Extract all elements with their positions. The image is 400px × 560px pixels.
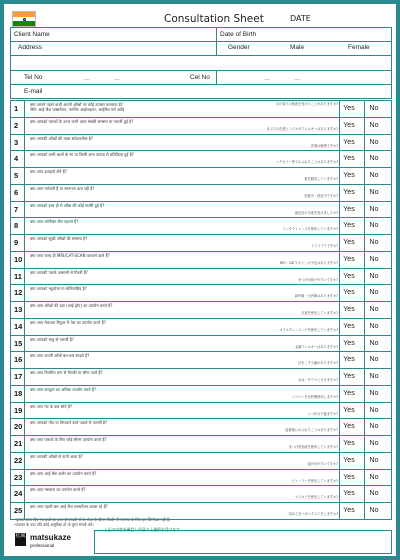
question-text-japanese: ドライアイですか?: [311, 244, 338, 248]
question-text-japanese: パソコンを長時間使用しますか?: [291, 395, 338, 399]
client-name-label: Client Name: [14, 31, 50, 38]
question-text-japanese: 目薬を使用していますか?: [301, 311, 338, 315]
answer-no[interactable]: No: [369, 323, 379, 330]
question-text-hindi: क्या आपको हाल ही में आँख की कोई सर्जरी हुई है?: [30, 203, 105, 208]
question-number: 9: [14, 238, 19, 247]
question-text-hindi: क्या आप पलकों के लिए कोई सीरम उपयोग करते हैं?: [30, 437, 107, 442]
question-text-japanese: ビューラーを使用していますか?: [291, 479, 338, 483]
question-text-japanese: 初めてまつげエクステをしますか?: [288, 512, 338, 516]
answer-yes[interactable]: Yes: [343, 340, 355, 347]
consultation-sheet: [4, 4, 396, 556]
question-number: 20: [14, 422, 23, 431]
answer-yes[interactable]: Yes: [343, 423, 355, 430]
address-label: Address: [18, 44, 42, 51]
question-row: [10, 485, 390, 502]
footnote-line-2: *उपचार के बाद यदि कोई असुविधा हो तो तुरंत संपर्क करें।: [14, 522, 94, 527]
answer-no[interactable]: No: [369, 440, 379, 447]
question-row: [10, 385, 390, 402]
question-number: 6: [14, 188, 19, 197]
answer-no[interactable]: No: [369, 306, 379, 313]
answer-no[interactable]: No: [369, 289, 379, 296]
question-text-hindi: क्या आप पेट के बल सोते हैं?: [30, 404, 73, 409]
question-text-hindi: क्या आप मेकअप रिमूवर में तेल का उपयोग करते हैं?: [30, 320, 106, 325]
answer-no[interactable]: No: [369, 122, 379, 129]
question-text-japanese: 接着剤にかぶれたことはありますか?: [285, 428, 338, 432]
question-text-hindi: क्या आप अपनी आँखें बार-बार रगड़ते हैं?: [30, 353, 90, 358]
question-text-hindi: क्या आप नियमित रूप से तैराकी या सौना जाते हैं?: [30, 370, 103, 375]
date-label: DATE: [290, 14, 311, 23]
cel-label: Cel No: [190, 74, 210, 81]
question-number: 8: [14, 221, 19, 230]
question-number: 11: [14, 272, 22, 281]
answer-no[interactable]: No: [369, 407, 379, 414]
question-row: [10, 234, 390, 251]
question-row: [10, 117, 390, 134]
question-row: [10, 335, 390, 352]
date-of-birth-label: Date of Birth: [220, 31, 257, 38]
signature-box[interactable]: [94, 530, 392, 554]
answer-yes[interactable]: Yes: [343, 273, 355, 280]
answer-yes[interactable]: Yes: [343, 222, 355, 229]
gender-male-option[interactable]: Male: [290, 44, 305, 51]
question-text-hindi: क्या आपको ग्लूकोमा या मोतियाबिंद है?: [30, 286, 87, 291]
answer-yes[interactable]: Yes: [343, 490, 355, 497]
question-text-hindi: क्या आपको कभी बालों के रंग या किसी अन्य उत्पाद से प्रतिक्रिया हुई है?: [30, 152, 134, 157]
answer-yes[interactable]: Yes: [343, 289, 355, 296]
question-row: [10, 284, 390, 301]
question-text-hindi: क्या आप जल्द ही MRI/CAT-SCAN करवाने वाले हैं?: [30, 253, 110, 258]
answer-no[interactable]: No: [369, 172, 379, 179]
question-text-hindi: क्या आपकी आँखों की त्वचा संवेदनशील है?: [30, 136, 93, 141]
question-row: [10, 100, 390, 117]
question-number: 24: [14, 489, 23, 498]
question-row: [10, 469, 390, 486]
question-number: 25: [14, 506, 23, 515]
question-row: [10, 418, 390, 435]
question-number: 22: [14, 456, 23, 465]
question-number: 19: [14, 406, 23, 415]
answer-yes[interactable]: Yes: [343, 390, 355, 397]
answer-no[interactable]: No: [369, 206, 379, 213]
answer-no[interactable]: No: [369, 222, 379, 229]
answer-no[interactable]: No: [369, 105, 379, 112]
question-text-hindi: क्या आप आई लैश कर्लर का उपयोग करते हैं?: [30, 471, 97, 476]
question-text-japanese: 目の周りの施術を受けたことがありますか?: [275, 102, 338, 106]
answer-yes[interactable]: Yes: [343, 172, 355, 179]
answer-no[interactable]: No: [369, 273, 379, 280]
answer-no[interactable]: No: [369, 356, 379, 363]
question-number: 3: [14, 138, 19, 147]
question-text-japanese: 金属アレルギーはありますか?: [295, 345, 338, 349]
question-row: [10, 134, 390, 151]
question-row: [10, 402, 390, 419]
answer-yes[interactable]: Yes: [343, 356, 355, 363]
answer-yes[interactable]: Yes: [343, 256, 355, 263]
answer-no[interactable]: No: [369, 239, 379, 246]
question-text-japanese: オイルクレンジングを使用していますか?: [279, 328, 338, 332]
answer-yes[interactable]: Yes: [343, 507, 355, 514]
question-row: [10, 150, 390, 167]
question-text-japanese: ヘアカラー等でかぶれたことはありますか?: [275, 160, 338, 164]
question-number: 1: [14, 104, 19, 113]
question-text-japanese: 緑内障・白内障はありますか?: [294, 294, 338, 298]
answer-no[interactable]: No: [369, 507, 379, 514]
answer-yes[interactable]: Yes: [343, 239, 355, 246]
question-text-hindi: क्या आप पहली बार आई लैश एक्सटेंशन करवा रहे हैं?: [30, 504, 108, 509]
question-text-japanese: 目をこする癖がありますか?: [298, 361, 338, 365]
question-text-hindi: क्या आप आँखों की दवा (आई ड्रॉप) का उपयोग करते हैं?: [30, 303, 113, 308]
question-text-japanese: 妊娠中・授乳中ですか?: [304, 194, 338, 198]
answer-yes[interactable]: Yes: [343, 373, 355, 380]
page-title: Consultation Sheet: [164, 13, 264, 25]
answer-yes[interactable]: Yes: [343, 139, 355, 146]
brand-sub: professional: [30, 543, 55, 548]
question-text-hindi: क्या आप गर्भवती हैं या स्तनपान करा रही हैं?: [30, 186, 95, 191]
question-number: 5: [14, 171, 19, 180]
gender-label: Gender: [228, 44, 250, 51]
tel-label: Tel No: [24, 74, 43, 81]
question-number: 23: [14, 473, 23, 482]
answer-no[interactable]: No: [369, 155, 379, 162]
answer-yes[interactable]: Yes: [343, 155, 355, 162]
cel-field[interactable]: — —: [264, 76, 301, 83]
question-text-japanese: 皮膚は敏感ですか?: [310, 144, 338, 148]
answer-yes[interactable]: Yes: [343, 323, 355, 330]
brand-logo-icon: 松風: [15, 533, 26, 546]
question-text-japanese: 薬を服用していますか?: [304, 177, 338, 181]
question-row: [10, 318, 390, 335]
email-label: E-mail: [24, 88, 43, 95]
question-row: [10, 184, 390, 201]
tel-field[interactable]: — —: [84, 76, 121, 83]
question-text-japanese: まつげが抜けやすいですか?: [298, 278, 338, 282]
brand-name: matsukaze: [30, 533, 71, 542]
answer-no[interactable]: No: [369, 474, 379, 481]
answer-no[interactable]: No: [369, 340, 379, 347]
question-number: 21: [14, 439, 23, 448]
question-row: [10, 351, 390, 368]
question-text-hindi: क्या आपको धातु से एलर्जी है?: [30, 337, 74, 342]
question-row: [10, 251, 390, 268]
question-text-hindi: क्या आपको गोंद या चिपकने वाले पदार्थ से एलर्जी है?: [30, 420, 108, 425]
question-text-hindi: क्या आपको पलकों के ऊपर कभी त्वचा संबंधी समस्या या एलर्जी हुई है?: [30, 119, 134, 124]
question-text-japanese: まつげ美容液を使用していますか?: [288, 445, 338, 449]
question-number: 7: [14, 205, 19, 214]
question-text-japanese: 涙が出やすいですか?: [307, 462, 338, 466]
answer-yes[interactable]: Yes: [343, 122, 355, 129]
question-text-hindi: क्या आप दवाइयाँ लेते हैं?: [30, 169, 67, 174]
question-number: 12: [14, 288, 23, 297]
question-text-hindi: क्या आपने पहले कभी अपनी आँखों पर कोई उपचार करवाया है?: [30, 102, 124, 107]
question-number: 4: [14, 154, 19, 163]
question-number: 14: [14, 322, 23, 331]
question-row: [10, 368, 390, 385]
question-text-hindi: क्या आप कॉन्टैक्ट लेंस पहनते हैं?: [30, 219, 79, 224]
question-text-hindi-example: जैसे: आई लैश एक्सटेंशन, पर्मानेंट आईलाइनर, आईलैश पर्म आदि: [30, 107, 125, 112]
question-row: [10, 452, 390, 469]
answer-no[interactable]: No: [369, 256, 379, 263]
question-number: 2: [14, 121, 19, 130]
answer-no[interactable]: No: [369, 457, 379, 464]
answer-yes[interactable]: Yes: [343, 105, 355, 112]
answer-no[interactable]: No: [369, 490, 379, 497]
answer-no[interactable]: No: [369, 189, 379, 196]
footnote-line-3: 上記の内容を確認し同意の上施術を受けます。: [104, 527, 184, 532]
question-text-japanese: マスカラを使用していますか?: [294, 495, 338, 499]
question-text-hindi: क्या आपको सूखी आँखों की समस्या है?: [30, 236, 88, 241]
india-flag-icon: [12, 11, 36, 27]
answer-no[interactable]: No: [369, 373, 379, 380]
question-number: 16: [14, 355, 23, 364]
question-row: [10, 201, 390, 218]
question-row: [10, 217, 390, 234]
question-number: 17: [14, 372, 23, 381]
question-row: [10, 268, 390, 285]
answer-yes[interactable]: Yes: [343, 206, 355, 213]
question-text-hindi: क्या आपकी आँखों से पानी आता है?: [30, 454, 83, 459]
gender-female-option[interactable]: Female: [348, 44, 370, 51]
question-number: 18: [14, 389, 23, 398]
answer-yes[interactable]: Yes: [343, 306, 355, 313]
question-row: [10, 435, 390, 452]
question-text-hindi: क्या आप मस्कारा का उपयोग करते हैं?: [30, 487, 86, 492]
question-text-japanese: うつ伏せで寝ますか?: [307, 412, 338, 416]
answer-yes[interactable]: Yes: [343, 189, 355, 196]
question-text-japanese: MRI・CATスキャンの予定はありますか?: [279, 261, 338, 265]
question-text-hindi: क्या आपकी पलकें आसानी से गिरती हैं?: [30, 270, 88, 275]
question-number: 10: [14, 255, 23, 264]
answer-yes[interactable]: Yes: [343, 457, 355, 464]
question-text-hindi: क्या आप कंप्यूटर का अधिक उपयोग करते हैं?: [30, 387, 97, 392]
question-text-japanese: 最近目の手術を受けましたか?: [294, 211, 338, 215]
question-row: [10, 167, 390, 184]
question-text-japanese: まぶたの皮膚トラブルやアレルギーはありますか?: [266, 127, 338, 131]
answer-no[interactable]: No: [369, 139, 379, 146]
answer-yes[interactable]: Yes: [343, 474, 355, 481]
question-text-japanese: 水泳・サウナに行きますか?: [298, 378, 338, 382]
answer-yes[interactable]: Yes: [343, 440, 355, 447]
question-number: 13: [14, 305, 23, 314]
question-number: 15: [14, 339, 23, 348]
answer-yes[interactable]: Yes: [343, 407, 355, 414]
answer-no[interactable]: No: [369, 390, 379, 397]
question-text-japanese: コンタクトレンズを使用していますか?: [282, 227, 338, 231]
answer-no[interactable]: No: [369, 423, 379, 430]
question-row: [10, 301, 390, 318]
